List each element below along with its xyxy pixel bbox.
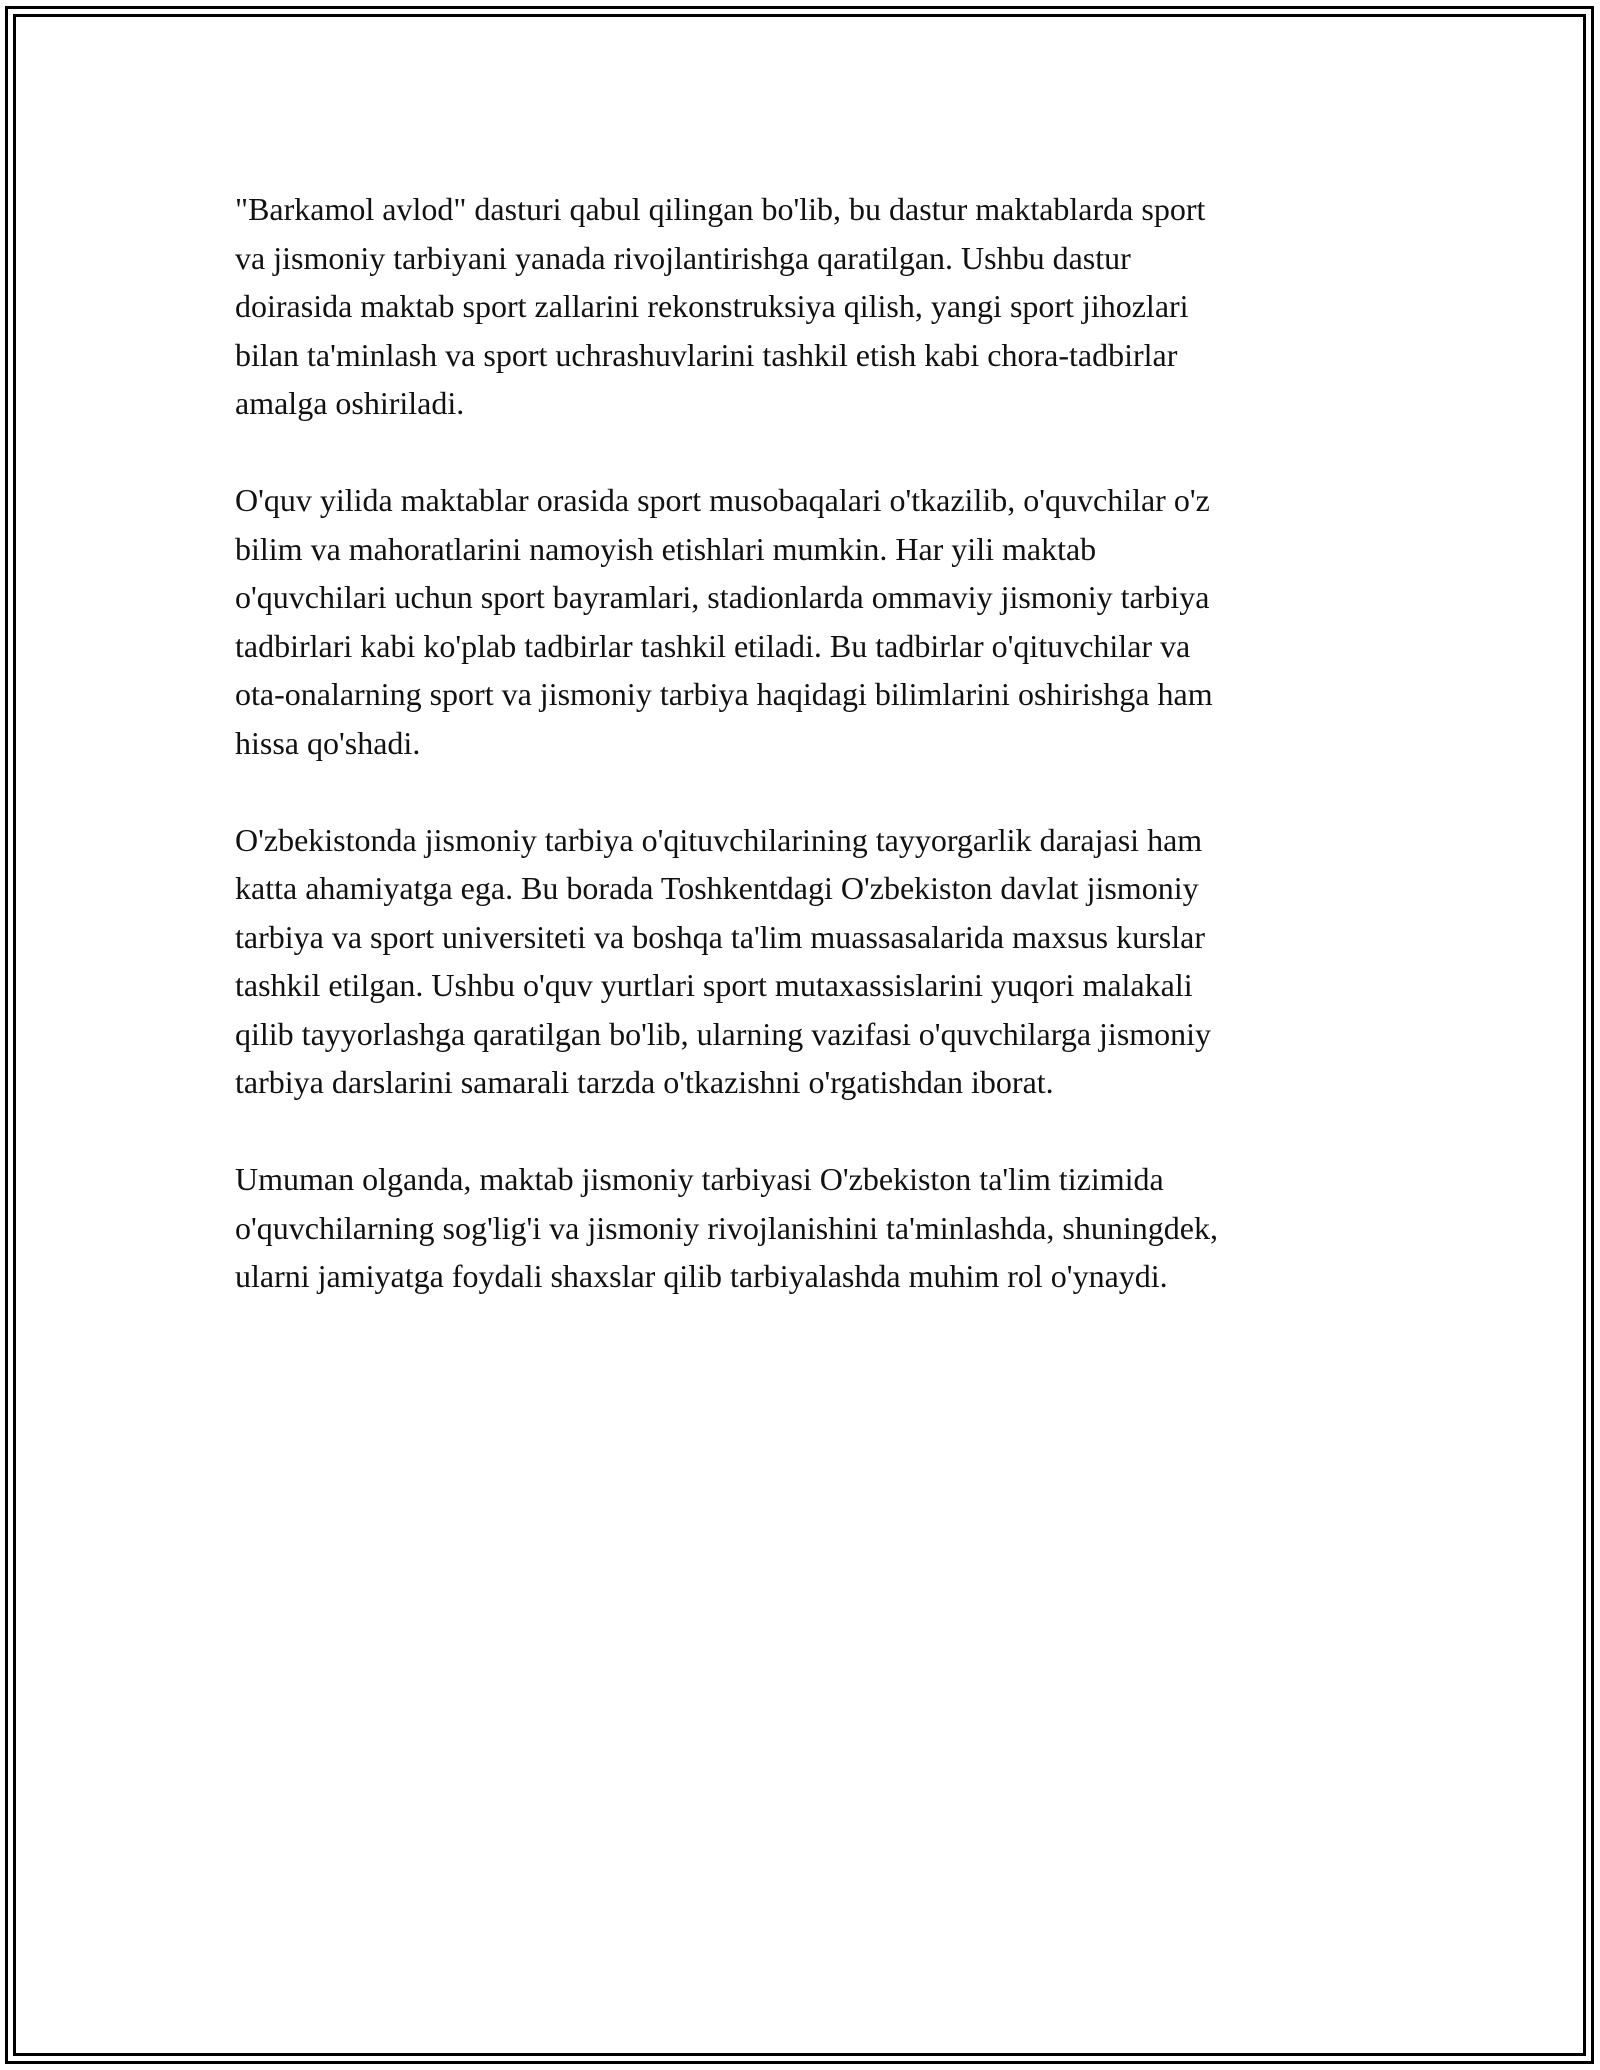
paragraph-barkamol-avlod: "Barkamol avlod" dasturi qabul qilingan bo'lib, bu dastur maktablarda sport va jismoniy tarbiyani yanada rivojlantirishga qaratilgan. Ushbu dastur doirasida maktab sport zallarini rekonstruksiya qilish, yangi sport jihozlari bilan ta'minlash va sport uchrashuvlarini tashkil etish kabi chora-tadbirlar amalga oshiriladi. — [235, 191, 1206, 421]
paragraph-sport-competitions: O'quv yilida maktablar orasida sport musobaqalari o'tkazilib, o'quvchilar o'z bilim va mahoratlarini namoyish etishlari mumkin. Har yili maktab o'quvchilari uchun sport bayramlari, stadionlarda ommaviy jismoniy tarbiya tadbirlari kabi ko'plab tadbirlar tashkil etiladi. Bu tadbirlar o'qituvchilar va ota-onalarning sport va jismoniy tarbiya haqidagi bilimlarini oshirishga ham hissa qo'shadi. — [235, 482, 1213, 761]
paragraph-teacher-training: O'zbekistonda jismoniy tarbiya o'qituvchilarining tayyorgarlik darajasi ham katta ahamiyatga ega. Bu borada Toshkentdagi O'zbekiston davlat jismoniy tarbiya va sport universiteti va boshqa ta'lim muassasalarida maxsus kurslar tashkil etilgan. Ushbu o'quv yurtlari sport mutaxassislarini yuqori malakali qilib tayyorlashga qaratilgan bo'lib, ularning vazifasi o'quvchilarga jismoniy tarbiya darslarini samarali tarzda o'tkazishni o'rgatishdan iborat. — [235, 821, 1212, 1100]
paragraph-conclusion: Umuman olganda, maktab jismoniy tarbiyasi O'zbekiston ta'lim tizimida o'quvchilarning sog'lig'i va jismoniy rivojlanishini ta'minlashda, shuningdek, ularni jamiyatga foydali shaxslar qilib tarbiyalashda muhim rol o'ynaydi. — [235, 1161, 1218, 1294]
document-body — [235, 185, 1370, 1349]
